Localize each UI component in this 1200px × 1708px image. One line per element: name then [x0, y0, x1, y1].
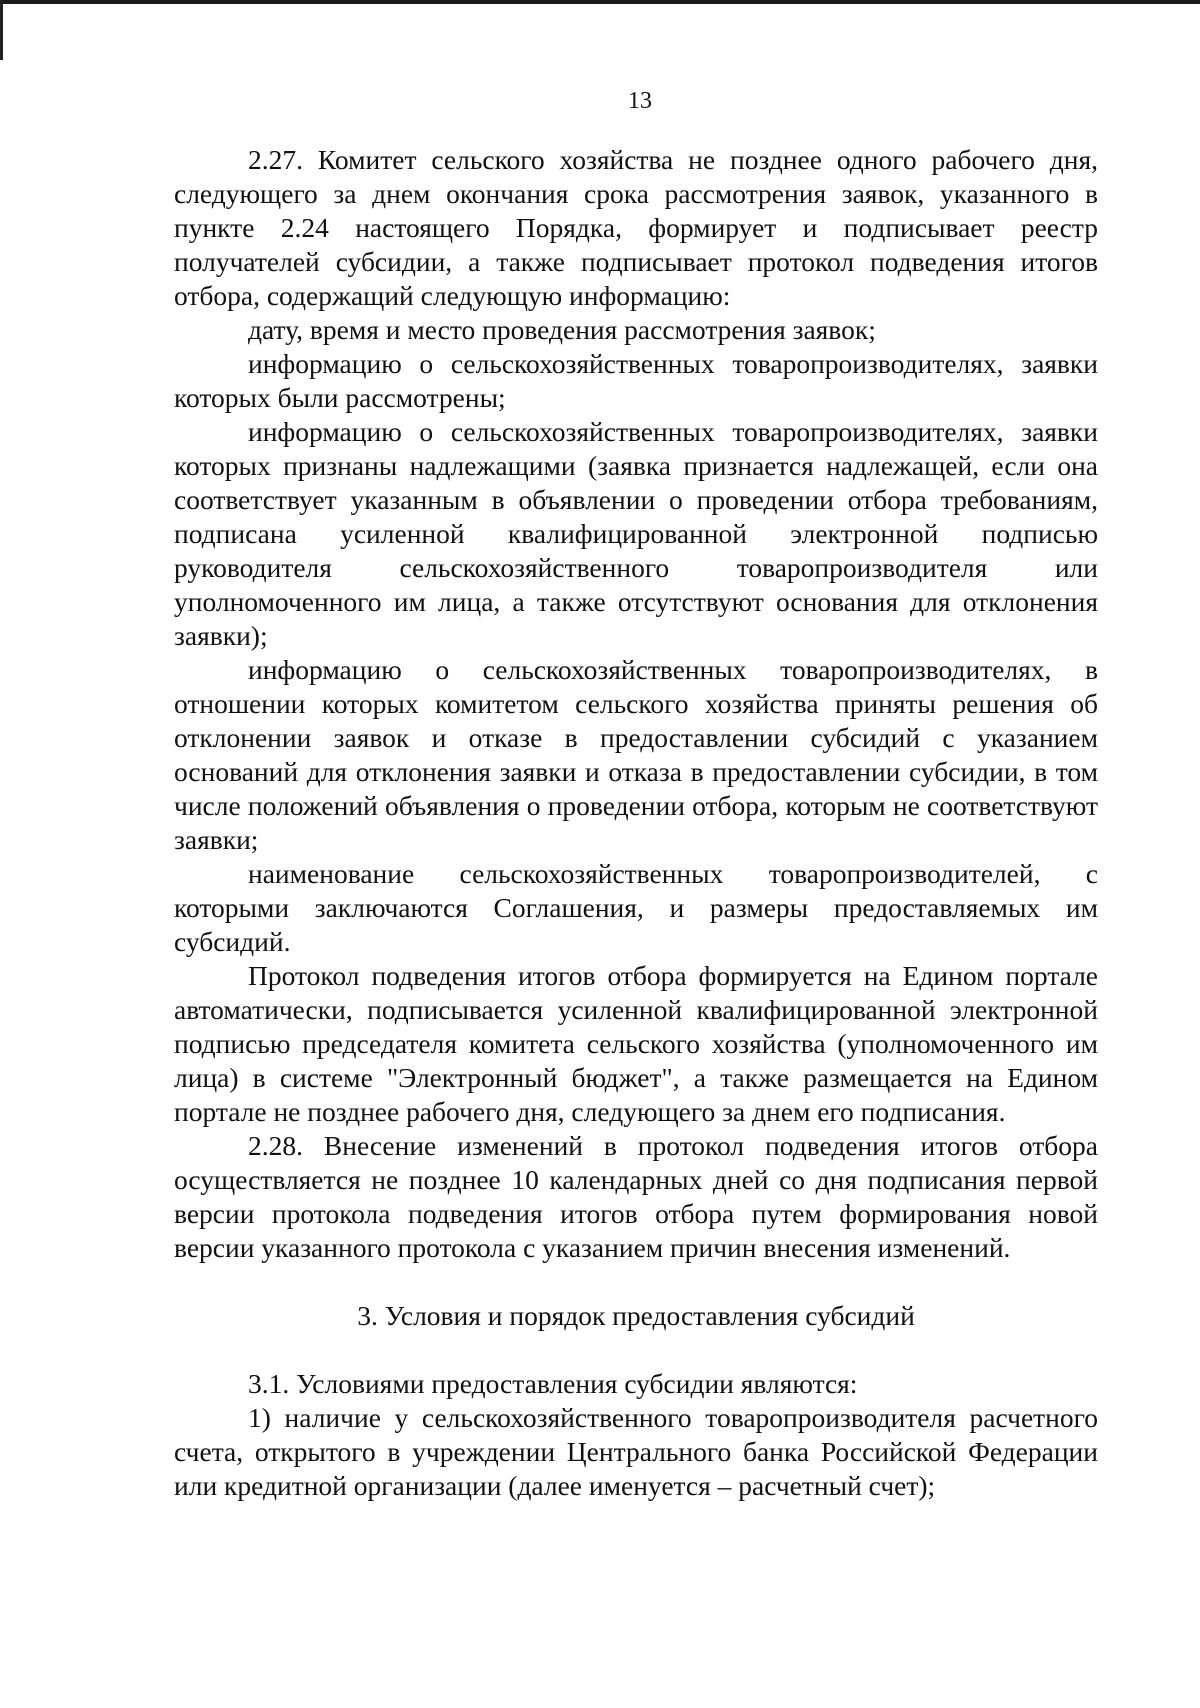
list-item-date-time-place: дату, время и место проведения рассмотрения заявок;	[248, 314, 876, 345]
page-top-edge	[0, 0, 1200, 4]
list-item-reviewed-applicants: информацию о сельскохозяйственных товаропроизводителях, заявки которых были рассмотрены;	[174, 348, 1098, 413]
paragraph-2-28: 2.28. Внесение изменений в протокол подведения итогов отбора осуществляется не позднее 10 календарных дней со дня подписания первой версии протокола подведения итогов отбора путем формирования новой версии указанного протокола с указанием причин внесения изменений.	[174, 1130, 1098, 1263]
document-body	[174, 143, 1098, 1503]
section-heading: 3. Условия и порядок предоставления субсидий	[357, 1300, 915, 1331]
list-item-proper-applications: информацию о сельскохозяйственных товаропроизводителях, заявки которых признаны надлежащими (заявка признается надлежащей, если она соответствует указанным в объявлении о проведении отбора требованиям, подписана усиленной квалифицированной электронной подписью руководителя сельскохозяйственного товаропроизводителя или уполномоченного им лица, а также отсутствуют основания для отклонения заявки);	[174, 416, 1098, 651]
page-left-edge	[0, 0, 3, 60]
paragraph-protocol-portal: Протокол подведения итогов отбора формируется на Едином портале автоматически, подписывается усиленной квалифицированной электронной подписью председателя комитета сельского хозяйства (уполномоченного им лица) в системе "Электронный бюджет", а также размещается на Едином портале не позднее рабочего дня, следующего за днем его подписания.	[174, 960, 1098, 1127]
page-number: 13	[628, 88, 652, 114]
paragraph-2-27: 2.27. Комитет сельского хозяйства не позднее одного рабочего дня, следующего за днем окончания срока рассмотрения заявок, указанного в пункте 2.24 настоящего Порядка, формирует и подписывает реестр получателей субсидии, а также подписывает протокол подведения итогов отбора, содержащий следующую информацию:	[174, 144, 1098, 311]
paragraph-3-1-item-1: 1) наличие у сельскохозяйственного товаропроизводителя расчетного счета, открытого в учреждении Центрального банка Российской Федерации или кредитной организации (далее именуется – расчетный счет);	[174, 1402, 1098, 1501]
list-item-agreement-recipients: наименование сельскохозяйственных товаропроизводителей, с которыми заключаются Соглашения, и размеры предоставляемых им субсидий.	[174, 858, 1098, 957]
paragraph-3-1: 3.1. Условиями предоставления субсидии являются:	[248, 1368, 858, 1399]
list-item-rejected-applications: информацию о сельскохозяйственных товаропроизводителях, в отношении которых комитетом сельского хозяйства приняты решения об отклонении заявок и отказе в предоставлении субсидий с указанием оснований для отклонения заявки и отказа в предоставлении субсидии, в том числе положений объявления о проведении отбора, которым не соответствуют заявки;	[174, 654, 1098, 855]
